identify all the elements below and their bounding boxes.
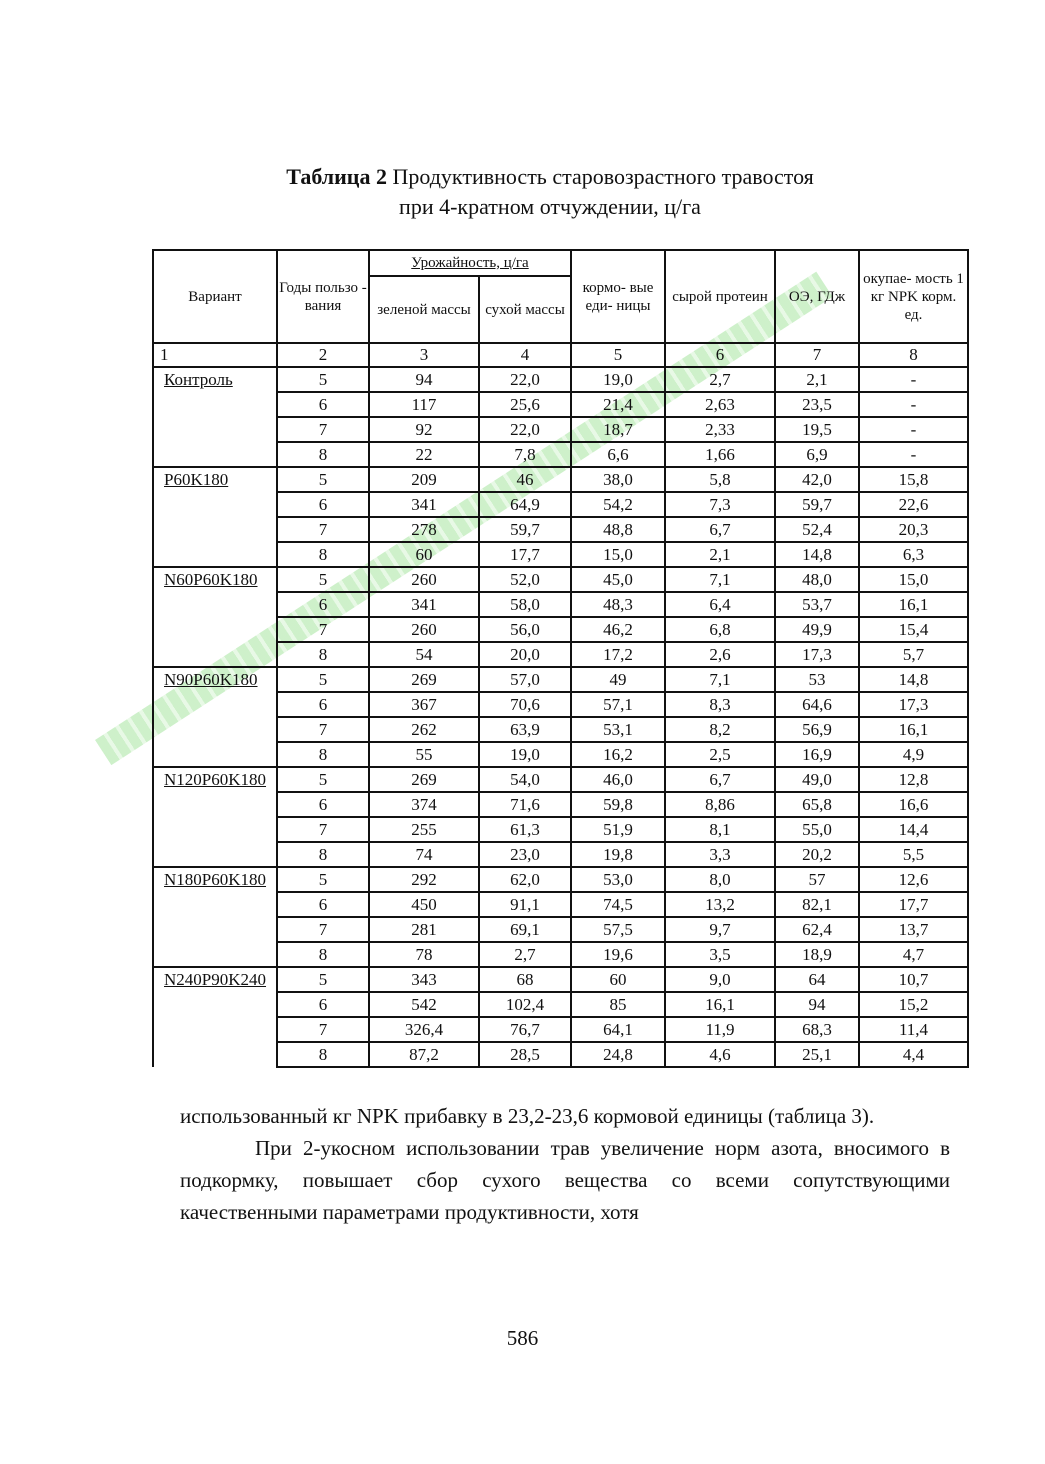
value-cell: 19,6 [571,942,665,967]
variant-cell [153,617,277,642]
variant-cell [153,567,277,592]
value-cell: - [859,367,968,392]
value-cell: 91,1 [479,892,571,917]
variant-cell [153,542,277,567]
table-label: Таблица 2 [286,164,387,189]
year-cell: 8 [277,542,369,567]
value-cell: 6,7 [665,767,775,792]
year-cell: 5 [277,667,369,692]
value-cell: 57,0 [479,667,571,692]
value-cell: 16,6 [859,792,968,817]
column-number-row [153,343,968,367]
column-number: 8 [859,343,968,367]
value-cell: 76,7 [479,1017,571,1042]
value-cell: 25,1 [775,1042,859,1067]
value-cell: 64,1 [571,1017,665,1042]
year-cell: 6 [277,792,369,817]
year-cell: 6 [277,392,369,417]
value-cell: 59,7 [775,492,859,517]
value-cell: 6,6 [571,442,665,467]
value-cell: 4,6 [665,1042,775,1067]
table-row [153,767,968,792]
value-cell: 74 [369,842,479,867]
value-cell: 94 [775,992,859,1017]
value-cell: 17,7 [859,892,968,917]
value-cell: 260 [369,617,479,642]
table-row [153,742,968,767]
value-cell: 17,2 [571,642,665,667]
value-cell: 53 [775,667,859,692]
value-cell: 16,2 [571,742,665,767]
value-cell: 13,7 [859,917,968,942]
value-cell: 20,3 [859,517,968,542]
value-cell: 8,3 [665,692,775,717]
value-cell: 6,7 [665,517,775,542]
value-cell: 87,2 [369,1042,479,1067]
table-row [153,367,968,392]
paragraph-1: использованный кг NPK прибавку в 23,2-23,6 кормовой единицы (таблица 3). [180,1104,875,1128]
variant-cell [153,992,277,1017]
value-cell: 12,8 [859,767,968,792]
value-cell: 255 [369,817,479,842]
value-cell: 7,3 [665,492,775,517]
value-cell: 58,0 [479,592,571,617]
table-row [153,717,968,742]
value-cell: 12,6 [859,867,968,892]
value-cell: 18,7 [571,417,665,442]
value-cell: 2,7 [665,367,775,392]
value-cell: 278 [369,517,479,542]
header-protein: сырой протеин [665,250,775,343]
value-cell: 4,7 [859,942,968,967]
table-row [153,567,968,592]
table-title-line2: при 4-кратном отчуждении, ц/га [399,194,701,219]
value-cell: 25,6 [479,392,571,417]
value-cell: 60 [571,967,665,992]
value-cell: 22,0 [479,367,571,392]
value-cell: 52,0 [479,567,571,592]
value-cell: - [859,417,968,442]
table-row [153,917,968,942]
value-cell: 53,0 [571,867,665,892]
value-cell: 15,0 [571,542,665,567]
value-cell: 54 [369,642,479,667]
header-oe: ОЭ, ГДж [775,250,859,343]
value-cell: 20,0 [479,642,571,667]
value-cell: 22 [369,442,479,467]
value-cell: 63,9 [479,717,571,742]
year-cell: 5 [277,467,369,492]
table-row [153,442,968,467]
variant-cell [153,717,277,742]
value-cell: 68,3 [775,1017,859,1042]
table-row [153,592,968,617]
header-feed-units: кормо- вые еди- ницы [571,250,665,343]
header-variant: Вариант [153,250,277,343]
value-cell: 53,1 [571,717,665,742]
year-cell: 6 [277,492,369,517]
variant-cell [153,517,277,542]
value-cell: 49,0 [775,767,859,792]
year-cell: 5 [277,967,369,992]
value-cell: 23,5 [775,392,859,417]
value-cell: 6,8 [665,617,775,642]
value-cell: 3,3 [665,842,775,867]
year-cell: 7 [277,617,369,642]
table-row [153,792,968,817]
value-cell: 19,8 [571,842,665,867]
value-cell: 14,8 [775,542,859,567]
variant-cell [153,842,277,867]
column-number: 2 [277,343,369,367]
column-number: 4 [479,343,571,367]
variant-cell [153,692,277,717]
value-cell: 18,9 [775,942,859,967]
value-cell: 542 [369,992,479,1017]
value-cell: 15,0 [859,567,968,592]
table-body [153,343,968,1067]
value-cell: 5,7 [859,642,968,667]
value-cell: 6,9 [775,442,859,467]
table-caption [160,162,940,222]
variant-cell [153,917,277,942]
year-cell: 7 [277,417,369,442]
value-cell: 9,7 [665,917,775,942]
value-cell: 14,4 [859,817,968,842]
year-cell: 8 [277,1042,369,1067]
variant-cell [153,467,277,492]
value-cell: 6,4 [665,592,775,617]
column-number: 7 [775,343,859,367]
value-cell: 2,6 [665,642,775,667]
value-cell: 68 [479,967,571,992]
value-cell: 78 [369,942,479,967]
productivity-table [152,249,969,1068]
variant-cell [153,817,277,842]
value-cell: 19,5 [775,417,859,442]
table-row [153,642,968,667]
value-cell: 82,1 [775,892,859,917]
column-number: 5 [571,343,665,367]
value-cell: 2,1 [775,367,859,392]
value-cell: 22,0 [479,417,571,442]
header-yield-group-text: Урожайность, ц/га [411,255,529,271]
variant-cell [153,767,277,792]
value-cell: 2,1 [665,542,775,567]
table-row [153,942,968,967]
value-cell: 62,4 [775,917,859,942]
value-cell: 260 [369,567,479,592]
value-cell: 46,2 [571,617,665,642]
table-row [153,517,968,542]
value-cell: 7,8 [479,442,571,467]
value-cell: 59,8 [571,792,665,817]
value-cell: 15,2 [859,992,968,1017]
value-cell: 54,0 [479,767,571,792]
value-cell: 16,9 [775,742,859,767]
value-cell: 85 [571,992,665,1017]
value-cell: 11,4 [859,1017,968,1042]
value-cell: 38,0 [571,467,665,492]
value-cell: 7,1 [665,567,775,592]
table-row [153,992,968,1017]
table-row [153,1017,968,1042]
header-green-mass: зеленой массы [369,276,479,343]
header-yield-group [369,250,571,276]
value-cell: 11,9 [665,1017,775,1042]
value-cell: 22,6 [859,492,968,517]
value-cell: 4,4 [859,1042,968,1067]
column-number: 1 [153,343,277,367]
year-cell: 7 [277,517,369,542]
value-cell: 209 [369,467,479,492]
value-cell: 48,0 [775,567,859,592]
column-number: 6 [665,343,775,367]
table-row [153,967,968,992]
variant-cell [153,592,277,617]
variant-cell [153,392,277,417]
year-cell: 7 [277,817,369,842]
variant-cell [153,742,277,767]
value-cell: 14,8 [859,667,968,692]
table-row [153,492,968,517]
value-cell: 55,0 [775,817,859,842]
variant-cell [153,417,277,442]
value-cell: 2,7 [479,942,571,967]
value-cell: 8,1 [665,817,775,842]
value-cell: 9,0 [665,967,775,992]
header-dry-mass: сухой массы [479,276,571,343]
value-cell: - [859,392,968,417]
value-cell: 5,5 [859,842,968,867]
value-cell: 23,0 [479,842,571,867]
value-cell: 70,6 [479,692,571,717]
year-cell: 7 [277,917,369,942]
year-cell: 8 [277,842,369,867]
value-cell: 60 [369,542,479,567]
value-cell: 54,2 [571,492,665,517]
value-cell: 19,0 [479,742,571,767]
value-cell: 269 [369,667,479,692]
value-cell: 269 [369,767,479,792]
table-row [153,692,968,717]
body-text [180,1100,950,1228]
table-row [153,392,968,417]
year-cell: 6 [277,992,369,1017]
value-cell: 2,63 [665,392,775,417]
value-cell: 48,3 [571,592,665,617]
header-payback: окупае- мость 1 кг NPK корм. ед. [859,250,968,343]
value-cell: 57,1 [571,692,665,717]
value-cell: 292 [369,867,479,892]
variant-label: Контроль [164,370,233,389]
table-row [153,542,968,567]
variant-cell [153,867,277,892]
value-cell: 42,0 [775,467,859,492]
value-cell: 57 [775,867,859,892]
year-cell: 8 [277,942,369,967]
value-cell: 19,0 [571,367,665,392]
page-number: 586 [506,1326,539,1350]
value-cell: 56,9 [775,717,859,742]
value-cell: 2,33 [665,417,775,442]
table-row [153,417,968,442]
variant-cell [153,667,277,692]
value-cell: 49 [571,667,665,692]
year-cell: 6 [277,692,369,717]
year-cell: 5 [277,867,369,892]
header-years: Годы пользо - вания [277,250,369,343]
value-cell: 16,1 [665,992,775,1017]
value-cell: 69,1 [479,917,571,942]
value-cell: 64,9 [479,492,571,517]
table-row [153,617,968,642]
variant-cell [153,642,277,667]
value-cell: 1,66 [665,442,775,467]
value-cell: 8,0 [665,867,775,892]
year-cell: 6 [277,592,369,617]
variant-cell [153,942,277,967]
table-row [153,892,968,917]
variant-cell [153,1017,277,1042]
value-cell: 17,7 [479,542,571,567]
year-cell: 5 [277,767,369,792]
value-cell: 62,0 [479,867,571,892]
value-cell: 57,5 [571,917,665,942]
paragraph-2: При 2-укосном использовании трав увеличение норм азота, вносимого в подкормку, повышает сбор сухого вещества со всеми сопутствующими качественными параметрами продуктивности, хотя [180,1136,950,1224]
value-cell: 20,2 [775,842,859,867]
value-cell: 16,1 [859,592,968,617]
value-cell: 17,3 [775,642,859,667]
value-cell: 117 [369,392,479,417]
value-cell: 64 [775,967,859,992]
value-cell: 94 [369,367,479,392]
value-cell: 7,1 [665,667,775,692]
value-cell: 24,8 [571,1042,665,1067]
variant-label: N90P60K180 [164,670,258,689]
value-cell: 2,5 [665,742,775,767]
value-cell: 51,9 [571,817,665,842]
value-cell: 16,1 [859,717,968,742]
value-cell: 74,5 [571,892,665,917]
value-cell: 281 [369,917,479,942]
table-row [153,867,968,892]
value-cell: 262 [369,717,479,742]
value-cell: 52,4 [775,517,859,542]
variant-label: N180P60K180 [164,870,267,889]
value-cell: 64,6 [775,692,859,717]
value-cell: 48,8 [571,517,665,542]
value-cell: 53,7 [775,592,859,617]
value-cell: 374 [369,792,479,817]
value-cell: 46,0 [571,767,665,792]
value-cell: 3,5 [665,942,775,967]
year-cell: 5 [277,567,369,592]
variant-cell [153,442,277,467]
value-cell: 5,8 [665,467,775,492]
value-cell: 61,3 [479,817,571,842]
value-cell: 17,3 [859,692,968,717]
value-cell: 92 [369,417,479,442]
column-number: 3 [369,343,479,367]
year-cell: 6 [277,892,369,917]
year-cell: 8 [277,442,369,467]
value-cell: 341 [369,492,479,517]
value-cell: 343 [369,967,479,992]
value-cell: 46 [479,467,571,492]
table-row [153,667,968,692]
table-row [153,817,968,842]
table-row [153,842,968,867]
value-cell: 65,8 [775,792,859,817]
table-row [153,467,968,492]
variant-cell [153,967,277,992]
value-cell: 15,4 [859,617,968,642]
variant-cell [153,1042,277,1067]
value-cell: 10,7 [859,967,968,992]
value-cell: 102,4 [479,992,571,1017]
value-cell: 450 [369,892,479,917]
value-cell: 15,8 [859,467,968,492]
variant-cell [153,367,277,392]
variant-label: N60P60K180 [164,570,258,589]
value-cell: 49,9 [775,617,859,642]
year-cell: 5 [277,367,369,392]
value-cell: 71,6 [479,792,571,817]
value-cell: 59,7 [479,517,571,542]
table-title-line1: Продуктивность старовозрастного травостоя [392,164,814,189]
value-cell: 341 [369,592,479,617]
value-cell: 45,0 [571,567,665,592]
variant-cell [153,892,277,917]
variant-cell [153,492,277,517]
value-cell: 367 [369,692,479,717]
value-cell: 326,4 [369,1017,479,1042]
value-cell: 6,3 [859,542,968,567]
variant-label: N240P90K240 [164,970,267,989]
value-cell: 28,5 [479,1042,571,1067]
value-cell: 8,86 [665,792,775,817]
value-cell: 55 [369,742,479,767]
year-cell: 8 [277,642,369,667]
value-cell: 56,0 [479,617,571,642]
year-cell: 8 [277,742,369,767]
value-cell: 8,2 [665,717,775,742]
value-cell: - [859,442,968,467]
value-cell: 21,4 [571,392,665,417]
value-cell: 13,2 [665,892,775,917]
variant-label: N120P60K180 [164,770,267,789]
variant-label: P60K180 [164,470,229,489]
year-cell: 7 [277,1017,369,1042]
value-cell: 4,9 [859,742,968,767]
variant-cell [153,792,277,817]
year-cell: 7 [277,717,369,742]
table-row [153,1042,968,1067]
